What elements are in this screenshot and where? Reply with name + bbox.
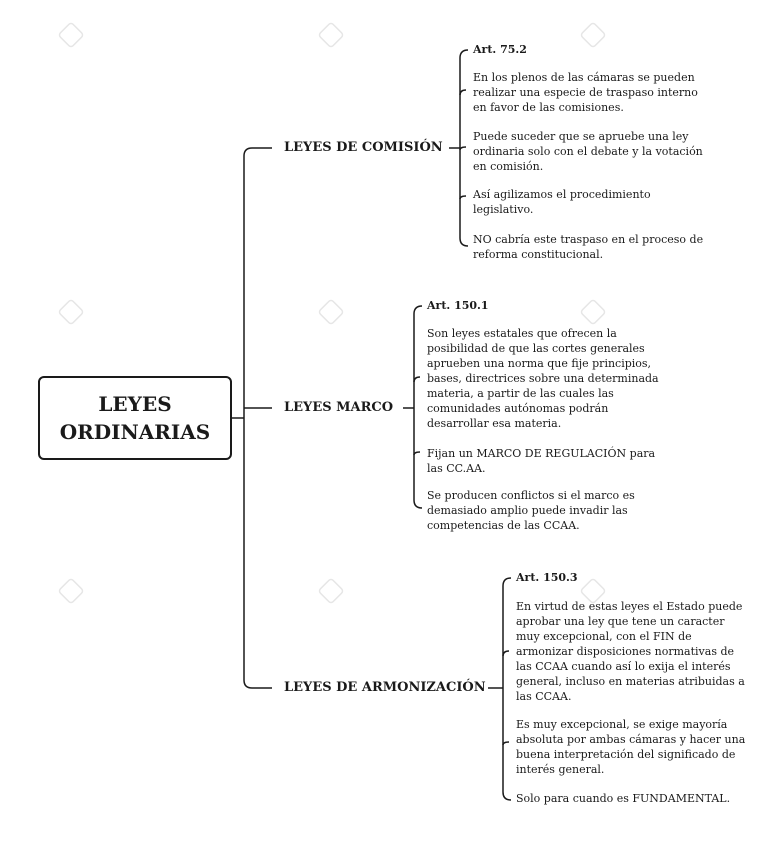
article-label[interactable]: Art. 150.1 [427,299,489,312]
note-text[interactable]: NO cabría este traspaso en el proceso de reforma constitucional. [473,233,704,261]
root-topic[interactable]: LEYES ORDINARIAS [38,376,232,460]
article-label[interactable]: Art. 150.3 [516,571,578,584]
branch-leyes-marco[interactable]: LEYES MARCO [284,400,394,415]
article-label[interactable]: Art. 75.2 [473,43,527,56]
note-text[interactable]: Solo para cuando es FUNDAMENTAL. [516,792,731,805]
note-text[interactable]: Así agilizamos el procedimiento legislativo. [473,188,651,216]
note-text[interactable]: Es muy excepcional, se exige mayoría absoluta por ambas cámaras y hacer una buena interpretación del significado de interés general. [516,718,746,776]
note-text[interactable]: Se producen conflictos si el marco es demasiado amplio puede invadir las competencias de las CCAA. [427,489,635,532]
note-text[interactable]: En los plenos de las cámaras se pueden realizar una especie de traspaso interno en favor de las comisiones. [473,71,698,114]
branch-leyes-de-comision[interactable]: LEYES DE COMISIÓN [284,140,443,155]
note-text[interactable]: Fijan un MARCO DE REGULACIÓN para las CC.AA. [427,447,656,475]
note-text[interactable]: Son leyes estatales que ofrecen la posibilidad de que las cortes generales aprueben una norma que fije principios, bases, directrices sobre una determinada materia, a partir de las cuales las comunidades autónomas podrán desarrollar esa materia. [427,327,659,430]
note-text[interactable]: Puede suceder que se apruebe una ley ordinaria solo con el debate y la votación en comisión. [473,130,703,173]
branch-leyes-de-armonizacion[interactable]: LEYES DE ARMONIZACIÓN [284,680,486,695]
note-text[interactable]: En virtud de estas leyes el Estado puede aprobar una ley que tene un caracter muy excepcional, con el FIN de armonizar disposiciones normativas de las CCAA cuando así lo exija el interés general, incluso en materias atribuidas a las CCAA. [516,600,745,703]
